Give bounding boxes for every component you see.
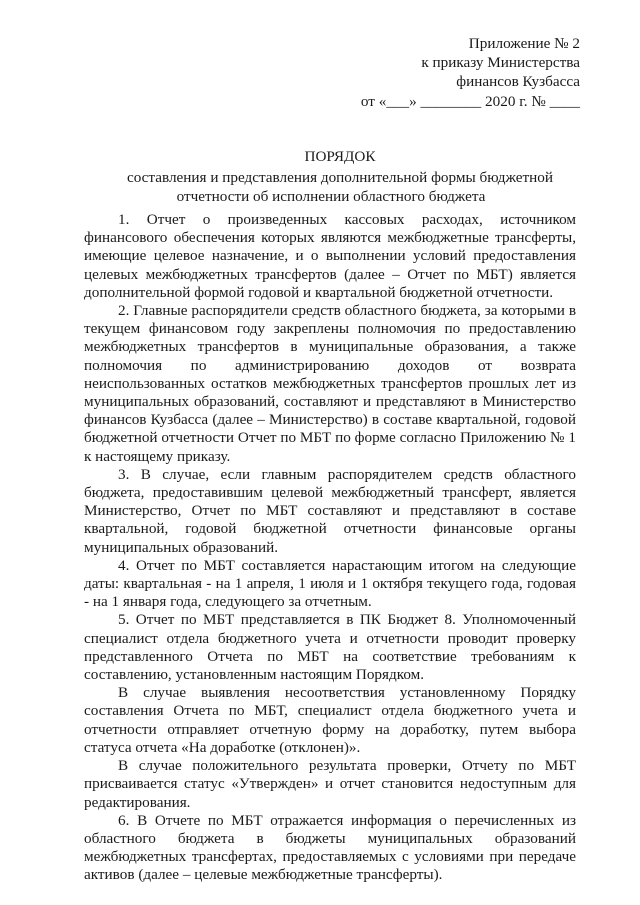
paragraph-5: 5. Отчет по МБТ представляется в ПК Бюджет 8. Уполномоченный специалист отдела бюджетного учета и отчетности проводит проверку представленного Отчета по МБТ на соответствие требованиям к составлению, установленным настоящим Порядком. (84, 611, 576, 684)
title-subtitle-line2: отчетности об исполнении областного бюджета (176, 188, 486, 205)
appendix-header (340, 34, 580, 111)
appendix-date-line: от «___» ________ 2020 г. № ____ (360, 92, 580, 110)
paragraph-5-approval: В случае положительного результата проверки, Отчету по МБТ присваивается статус «Утвержден» и отчет становится недоступным для редактирования. (84, 757, 576, 811)
paragraph-5-rejection: В случае выявления несоответствия установленному Порядку составления Отчета по МБТ, специалист отдела бюджетного учета и отчетности отправляет отчетную форму на доработку, путем выбора статуса отчета «На доработке (отклонен)». (84, 684, 576, 756)
appendix-ministry: финансов Кузбасса (456, 73, 580, 91)
paragraph-3: 3. В случае, если главным распорядителем средств областного бюджета, предоставившим целевой межбюджетный трансферт, является Министерство, Отчет по МБТ составляют и представляют в составе квартальной, годовой бюджетной отчетности финансовые органы муниципальных образований. (84, 465, 576, 556)
appendix-order-ref: к приказу Министерства (421, 54, 580, 72)
title-heading: ПОРЯДОК (304, 148, 376, 165)
document-body (84, 211, 576, 885)
appendix-number: Приложение № 2 (468, 35, 580, 52)
paragraph-2: 2. Главные распорядители средств областного бюджета, за которыми в текущем финансовом году закреплены полномочия по предоставлению межбюджетных трансфертов в муниципальные образования, а также полномочия по администрированию доходов от возврата неиспользованных остатков межбюджетных трансфертов прошлых лет из муниципальных образований, составляют и представляют в Министерство финансов Кузбасса (далее – Министерство) в составе квартальной, годовой бюджетной отчетности Отчет по МБТ по форме согласно Приложению № 1 к настоящему приказу. (84, 302, 576, 465)
paragraph-6: 6. В Отчете по МБТ отражается информация о перечисленных из областного бюджета в бюджеты муниципальных образований межбюджетных трансфертах, предоставляемых с условиями при передаче активов (далее – целевые межбюджетные трансферты). (84, 811, 576, 884)
title-subtitle-line1: составления и представления дополнительной формы бюджетной (126, 169, 554, 186)
document-title (100, 147, 580, 206)
paragraph-4: 4. Отчет по МБТ составляется нарастающим итогом на следующие даты: квартальная - на 1 апреля, 1 июля и 1 октября текущего года, годовая - на 1 января года, следующего за отчетным. (84, 556, 576, 611)
paragraph-1: 1. Отчет о произведенных кассовых расходах, источником финансового обеспечения которых являются межбюджетные трансферты, имеющие целевое назначение, и о выполнении условий предоставления целевых межбюджетных трансфертов (далее – Отчет по МБТ) является дополнительной формой годовой и квартальной бюджетной отчетности. (84, 211, 576, 301)
